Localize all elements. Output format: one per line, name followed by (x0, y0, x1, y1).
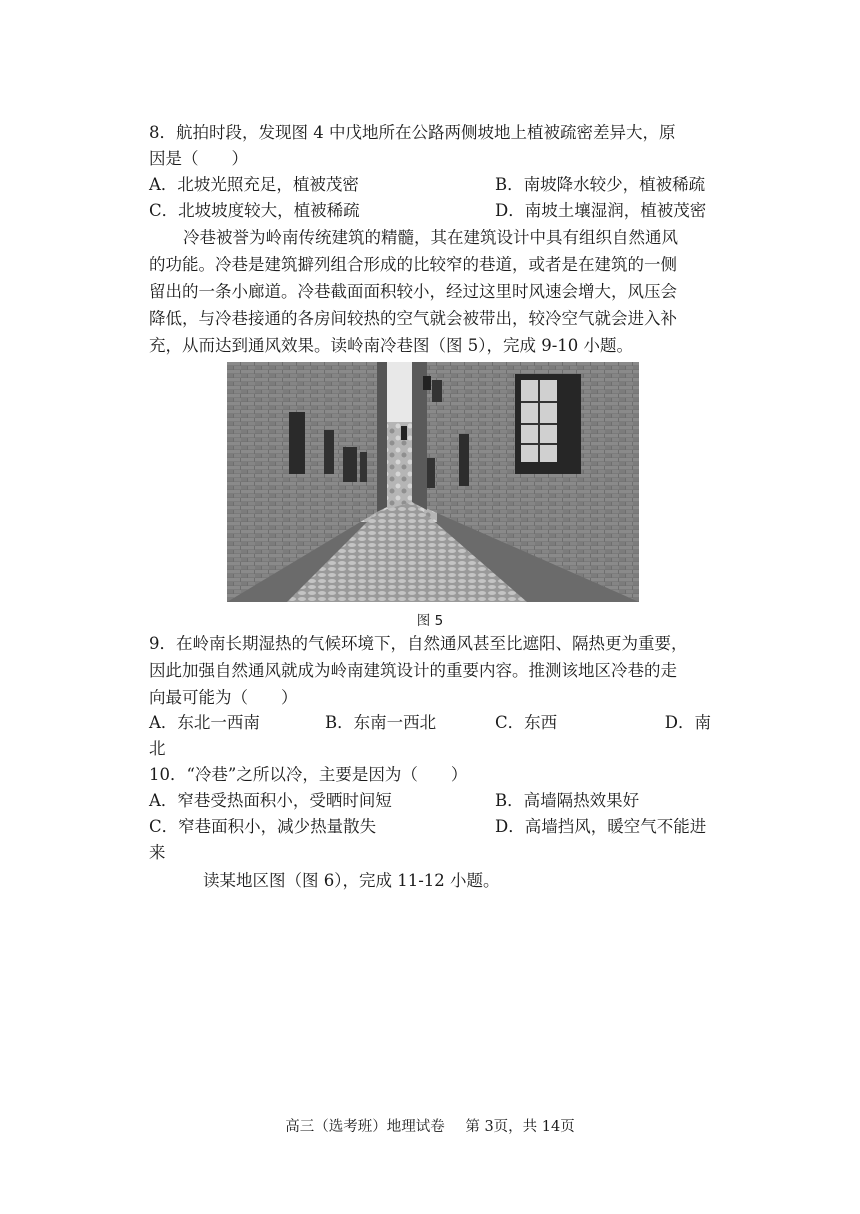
q9-stem-line3: 向最可能为（ ） (149, 688, 298, 707)
q9-stem (149, 630, 711, 711)
q8-options-row2 (149, 198, 711, 224)
q9-stem-line2: 因此加强自然通风就成为岭南建筑设计的重要内容。推测该地区冷巷的走 (149, 661, 677, 680)
q9-option-d-wrap: 北 (149, 739, 166, 758)
q10-options-row2 (149, 814, 711, 840)
q8-stem-line2: 因是（ ） (149, 149, 248, 168)
q8-stem-line1: 8．航拍时段，发现图 4 中戊地所在公路两侧坡地上植被疏密差异大，原 (149, 123, 676, 142)
footer-page-number: 第 3页，共 14页 (465, 1119, 575, 1135)
q9-option-c: C．东西 (495, 713, 558, 732)
q8-options-row1 (149, 172, 711, 198)
q8-option-c: C．北坡坡度较大，植被稀疏 (149, 201, 360, 220)
q9-option-d: D．南 (664, 713, 711, 732)
q10-option-c: C．窄巷面积小，减少热量散失 (149, 817, 377, 836)
q9-stem-line1: 9．在岭南长期湿热的气候环境下，自然通风甚至比遮阳、隔热更为重要， (149, 634, 688, 653)
figure-6-intro: 读某地区图（图 6），完成 11-12 小题。 (203, 871, 500, 890)
footer-exam-title: 高三（选考班）地理试卷 (285, 1119, 445, 1135)
intro-line-2: 的功能。冷巷是建筑擗列组合形成的比较窄的巷道，或者是在建筑的一侧 (149, 255, 677, 274)
q10-option-b: B．高墙隔热效果好 (495, 791, 640, 810)
q8-option-a: A．北坡光照充足，植被茂密 (149, 175, 359, 194)
q10-stem: 10．“冷巷”之所以冷，主要是因为（ ） (149, 765, 468, 784)
page-footer (0, 1115, 860, 1136)
q10-option-d-wrap: 来 (149, 843, 166, 862)
alley-illustration (227, 362, 639, 602)
intro-line-3: 留出的一条小廊道。冷巷截面面积较小，经过这里时风速会增大，风压会 (149, 282, 677, 301)
q8-option-d: D．南坡土壤湿润，植被茂密 (495, 201, 707, 220)
q10-options-row1 (149, 788, 711, 814)
q9-option-a: A．东北一西南 (149, 713, 260, 732)
figure-5-caption: 图 5 (416, 613, 444, 629)
q10-option-d: D．高墙挡风，暖空气不能进 (495, 817, 707, 836)
q10-option-a: A．窄巷受热面积小，受晒时间短 (149, 791, 392, 810)
q9-option-b: B．东南一西北 (325, 713, 437, 732)
cold-alley-intro (149, 224, 711, 359)
intro-line-4: 降低，与冷巷接通的各房间较热的空气就会被带出，较冷空气就会进入补 (149, 309, 677, 328)
q8-option-b: B．南坡降水较少，植被稀疏 (495, 175, 706, 194)
figure-5-photo (227, 362, 639, 602)
intro-line-5: 充，从而达到通风效果。读岭南冷巷图（图 5），完成 9-10 小题。 (149, 336, 634, 355)
q9-options-row (149, 710, 711, 736)
intro-line-1: 冷巷被誉为岭南传统建筑的精髓，其在建筑设计中具有组织自然通风 (183, 228, 678, 247)
